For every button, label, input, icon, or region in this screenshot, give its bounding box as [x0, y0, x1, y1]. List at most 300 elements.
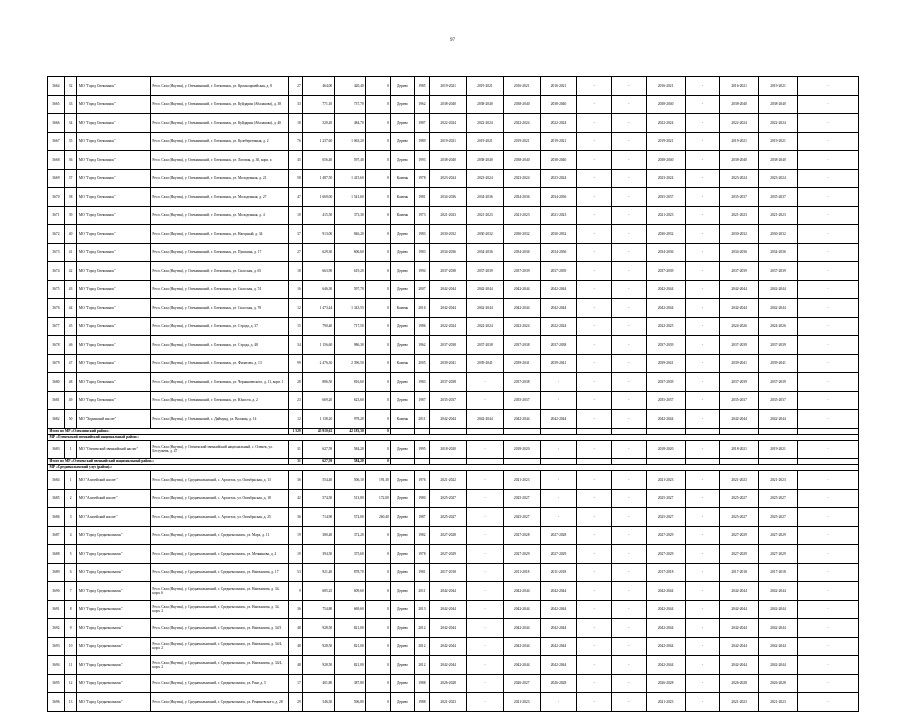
cell-item-number: 32	[64, 77, 77, 96]
cell-period-2: 2042-2044	[467, 299, 504, 318]
cell-row-number: 3668	[48, 151, 65, 170]
cell-period-9: 2038-2040	[720, 151, 759, 170]
cell-address: Респ. Саха (Якутия), у. Среднеколымский, г. Среднеколымск, ул. Марх, д. 11	[150, 526, 288, 545]
table-row	[48, 77, 859, 96]
cell-period-9: 2026-2028	[720, 674, 759, 693]
cell-row-number: 3673	[48, 243, 65, 262]
cell-period-9: 2039-2041	[720, 354, 759, 373]
cell-living-area: 821,00	[334, 656, 366, 675]
cell-total-area: 1 156,60	[303, 336, 335, 355]
cell-living-area: 606,60	[334, 243, 366, 262]
cell-address: Респ. Саха (Якутия), у. Среднеколымский, г. Среднеколымск, ул. Ньюкилова, д. 34, корп. 2	[150, 600, 288, 619]
cell-period-11: -	[797, 582, 858, 601]
cell-period-8: -	[685, 545, 720, 564]
cell-period-1: 2027-2028	[430, 526, 467, 545]
cell-period-7: 2038-2040	[646, 95, 685, 114]
cell-item-number: 43	[64, 280, 77, 299]
cell-item-number: 42	[64, 262, 77, 281]
cell-period-3: 2042-2044	[503, 656, 540, 675]
cell-period-6: -	[612, 243, 647, 262]
cell-period-9: 2025-2027	[720, 508, 759, 527]
cell-item-number: 1	[64, 440, 77, 459]
cell-nonresidential-area: 0	[366, 526, 391, 545]
cell-row-number: 3688	[48, 545, 65, 564]
cell-living-area: 484,70	[334, 114, 366, 133]
cell-row-number: 3685	[48, 489, 65, 508]
cell-period-5: -	[577, 471, 612, 490]
table-row	[48, 299, 859, 318]
cell-period-8: -	[685, 471, 720, 490]
cell-period-4: -	[540, 471, 577, 490]
cell-period-11: -	[797, 637, 858, 656]
cell-municipality: МО "Город Среднеколымск"	[77, 545, 151, 564]
cell-period-9: 2042-2044	[720, 280, 759, 299]
cell-wall-material: Камень	[391, 299, 414, 318]
cell-period-2: 2019-2021	[467, 132, 504, 151]
cell-item-number: 38	[64, 188, 77, 207]
cell-period-5: -	[577, 373, 612, 392]
cell-row-number: 3671	[48, 206, 65, 225]
cell-municipality: МО "Алазейский наслег"	[77, 508, 151, 527]
cell-period-3: 2039-2041	[503, 354, 540, 373]
cell-total-area: 928,50	[303, 619, 335, 638]
cell-period-10: 2042-2044	[759, 582, 798, 601]
cell-item-number: 1	[64, 471, 77, 490]
cell-nonresidential-area: 0	[366, 373, 391, 392]
cell-period-5: -	[577, 280, 612, 299]
cell-period-6: -	[612, 373, 647, 392]
cell-period-7: 2042-2044	[646, 280, 685, 299]
cell-municipality: МО "Город Среднеколымск"	[77, 600, 151, 619]
cell-period-11: -	[797, 77, 858, 96]
cell-period-3: 2034-2036	[503, 188, 540, 207]
cell-row-number: 3694	[48, 656, 65, 675]
cell-living-area: 506,10	[334, 471, 366, 490]
cell-period-8: -	[685, 77, 720, 96]
cell-municipality: МО "Город Олекминск"	[77, 373, 151, 392]
cell-total-area: 1 669,00	[303, 188, 335, 207]
cell-period-6: -	[612, 169, 647, 188]
cell-year-built: 1983	[414, 373, 430, 392]
cell-item-number: 44	[64, 299, 77, 318]
cell-period-6: -	[612, 391, 647, 410]
cell-wall-material: Дерево	[391, 77, 414, 96]
cell-period-3: 2021-2023	[503, 693, 540, 712]
cell-period-4: 2034-2036	[540, 188, 577, 207]
cell-address: Респ. Саха (Якутия), у. Олекминский, г. Олекминск, ул. Строда, д. 48	[150, 336, 288, 355]
cell-address: Респ. Саха (Якутия), у. Олекминский, г. Олекминск, ул. Логовая, д. 30, корп. а	[150, 151, 288, 170]
cell-living-area: 717,50	[334, 317, 366, 336]
cell-period-7: 2042-2044	[646, 582, 685, 601]
cell-living-area: 737,70	[334, 95, 366, 114]
table-row	[48, 674, 859, 693]
total-living-area: 584,20	[334, 459, 366, 465]
cell-period-8: -	[685, 280, 720, 299]
cell-period-5: -	[577, 637, 612, 656]
cell-year-built: 2011	[414, 410, 430, 429]
cell-total-area: 928,50	[303, 656, 335, 675]
cell-total-area: 380,40	[303, 526, 335, 545]
cell-period-7: 2022-2024	[646, 114, 685, 133]
cell-total-area: 1 138,20	[303, 410, 335, 429]
cell-year-built: 1982	[414, 526, 430, 545]
cell-period-1: 2021-2023	[430, 206, 467, 225]
cell-address: Респ. Саха (Якутия), у. Олекминский, г. Олекминск, ул. Кулеберетиныя, д. 2	[150, 132, 288, 151]
cell-period-6: -	[612, 225, 647, 244]
cell-total-area: 754,80	[303, 600, 335, 619]
cell-period-6: -	[612, 262, 647, 281]
cell-period-8: -	[685, 317, 720, 336]
cell-period-3: 2025-2027	[503, 489, 540, 508]
cell-period-8: -	[685, 637, 720, 656]
cell-total-area: 554,40	[303, 471, 335, 490]
cell-period-6: -	[612, 299, 647, 318]
cell-residents: 9	[288, 582, 303, 601]
cell-period-1: 2019-2021	[430, 132, 467, 151]
cell-row-number: 3684	[48, 471, 65, 490]
cell-living-area: 986,30	[334, 336, 366, 355]
table-row	[48, 440, 859, 459]
cell-nonresidential-area: 0	[366, 693, 391, 712]
table-row	[48, 317, 859, 336]
cell-row-number: 3692	[48, 619, 65, 638]
cell-period-8: -	[685, 440, 720, 459]
cell-nonresidential-area: 0	[366, 440, 391, 459]
table-row	[48, 489, 859, 508]
cell-period-11: -	[797, 489, 858, 508]
cell-period-7: 2021-2023	[646, 471, 685, 490]
cell-period-3: 2038-2040	[503, 151, 540, 170]
cell-wall-material: Дерево	[391, 489, 414, 508]
cell-row-number: 3686	[48, 508, 65, 527]
cell-item-number: 35	[64, 132, 77, 151]
cell-nonresidential-area: 191,30	[366, 471, 391, 490]
housing-register-table	[47, 76, 859, 712]
cell-total-area: 913,00	[303, 225, 335, 244]
cell-period-4: 2042-2044	[540, 410, 577, 429]
cell-period-10: 2042-2044	[759, 410, 798, 429]
cell-period-3: 2034-2036	[503, 243, 540, 262]
cell-nonresidential-area: 0	[366, 114, 391, 133]
cell-row-number: 3689	[48, 563, 65, 582]
cell-period-7: 2021-2023	[646, 693, 685, 712]
section-title: МР «Среднеколымский улус (район)»:	[48, 465, 859, 471]
total-label: Итого по МР «Олекминский район»:	[48, 428, 289, 434]
cell-period-1: 2023-2024	[430, 169, 467, 188]
cell-period-1: 2022-2024	[430, 317, 467, 336]
cell-living-area: 623,60	[334, 391, 366, 410]
cell-period-3: 2042-2044	[503, 582, 540, 601]
cell-living-area: 821,00	[334, 619, 366, 638]
cell-address: Респ. Саха (Якутия), у. Среднеколымский, г. Среднеколымск, ул. Ньюкилова, д. 34, корп. 6	[150, 582, 288, 601]
cell-year-built: 2013	[414, 600, 430, 619]
cell-nonresidential-area: 0	[366, 151, 391, 170]
cell-period-4: 2037-2038	[540, 336, 577, 355]
cell-residents: 48	[288, 637, 303, 656]
cell-period-4: -	[540, 508, 577, 527]
cell-total-area: 928,50	[303, 637, 335, 656]
cell-period-10: 2021-2023	[759, 206, 798, 225]
cell-period-11: -	[797, 619, 858, 638]
cell-residents: 33	[288, 95, 303, 114]
cell-row-number: 3674	[48, 262, 65, 281]
cell-period-3: 2025-2027	[503, 508, 540, 527]
cell-year-built: 1980	[414, 489, 430, 508]
cell-period-8: -	[685, 582, 720, 601]
cell-period-7: 2026-2028	[646, 674, 685, 693]
cell-wall-material: Дерево	[391, 317, 414, 336]
cell-period-11: -	[797, 674, 858, 693]
cell-period-11: -	[797, 545, 858, 564]
cell-nonresidential-area: 0	[366, 317, 391, 336]
cell-period-4: -	[540, 391, 577, 410]
cell-address: Респ. Саха (Якутия), у. Оленекский эвенкийский национальный, с. Оленек, ул. Бестужева, д. 47	[150, 440, 288, 459]
cell-period-8: -	[685, 132, 720, 151]
table-row	[48, 600, 859, 619]
cell-period-8: -	[685, 354, 720, 373]
cell-period-11: -	[797, 600, 858, 619]
table-row	[48, 262, 859, 281]
cell-period-2: -	[467, 656, 504, 675]
cell-period-2: -	[467, 545, 504, 564]
cell-address: Респ. Саха (Якутия), у. Олекминский, г. Олекминск, ул. Спасская, д. 65	[150, 262, 288, 281]
cell-nonresidential-area: 0	[366, 582, 391, 601]
cell-period-4: 2042-2044	[540, 280, 577, 299]
cell-total-area: 546,30	[303, 693, 335, 712]
cell-living-area: 1 063,20	[334, 132, 366, 151]
total-residents: 1 529	[288, 428, 303, 434]
cell-period-9: 2035-2037	[720, 391, 759, 410]
cell-period-11: -	[797, 151, 858, 170]
cell-period-11: -	[797, 656, 858, 675]
cell-period-4: 2019-2021	[540, 132, 577, 151]
cell-period-9: 2018-2021	[720, 440, 759, 459]
cell-period-11: -	[797, 299, 858, 318]
cell-period-2: 2022-2024	[467, 317, 504, 336]
cell-period-5: -	[577, 693, 612, 712]
cell-item-number: 12	[64, 674, 77, 693]
cell-address: Респ. Саха (Якутия), у. Олекминский, г. Олекминск, ул. Спасская, д. 78	[150, 299, 288, 318]
cell-period-10: 2042-2044	[759, 637, 798, 656]
cell-item-number: 37	[64, 169, 77, 188]
cell-municipality: МО "Город Олекминск"	[77, 151, 151, 170]
cell-period-10: 2025-2027	[759, 489, 798, 508]
cell-period-7: 2035-2037	[646, 391, 685, 410]
cell-year-built: 1983	[414, 243, 430, 262]
table-row	[48, 114, 859, 133]
cell-period-1: 2038-2040	[430, 95, 467, 114]
cell-period-4: 2027-2028	[540, 526, 577, 545]
cell-period-7: 2035-2037	[646, 188, 685, 207]
cell-total-area: 771,10	[303, 95, 335, 114]
cell-period-2: 2039-2041	[467, 354, 504, 373]
cell-total-area: 629,30	[303, 243, 335, 262]
cell-row-number: 3678	[48, 336, 65, 355]
cell-item-number: 45	[64, 317, 77, 336]
cell-total-area: 1 487,50	[303, 169, 335, 188]
cell-period-2: 2038-2040	[467, 95, 504, 114]
cell-row-number: 3665	[48, 95, 65, 114]
cell-residents: 42	[288, 489, 303, 508]
cell-item-number: 4	[64, 526, 77, 545]
cell-period-10: 2027-2029	[759, 526, 798, 545]
cell-period-1: 2034-2036	[430, 243, 467, 262]
cell-period-1: 2034-2036	[430, 188, 467, 207]
cell-living-area: 372,20	[334, 526, 366, 545]
cell-nonresidential-area: 0	[366, 132, 391, 151]
cell-period-5: -	[577, 489, 612, 508]
cell-period-3: 2042-2044	[503, 637, 540, 656]
cell-year-built: 1987	[414, 508, 430, 527]
table-row	[48, 373, 859, 392]
cell-period-5: -	[577, 151, 612, 170]
cell-period-6: -	[612, 280, 647, 299]
cell-nonresidential-area: 0	[366, 354, 391, 373]
cell-living-area: 597,40	[334, 151, 366, 170]
cell-period-8: -	[685, 95, 720, 114]
cell-period-5: -	[577, 114, 612, 133]
cell-period-3: 2042-2044	[503, 619, 540, 638]
cell-municipality: МО "Город Среднеколымск"	[77, 693, 151, 712]
cell-period-3: 2022-2024	[503, 114, 540, 133]
cell-address: Респ. Саха (Якутия), у. Среднеколымский, г. Среднеколымск, ул. Ньюкилова, д. 34/4, корп. 2	[150, 656, 288, 675]
cell-period-11: -	[797, 280, 858, 299]
cell-row-number: 3687	[48, 526, 65, 545]
cell-period-3: 2030-2032	[503, 225, 540, 244]
cell-residents: 45	[288, 151, 303, 170]
cell-period-2: 2023-2024	[467, 169, 504, 188]
cell-municipality: МО "Город Среднеколымск"	[77, 674, 151, 693]
cell-total-area: 2 476,30	[303, 354, 335, 373]
cell-municipality: МО "Город Олекминск"	[77, 299, 151, 318]
cell-period-7: 2027-2029	[646, 526, 685, 545]
cell-period-4: 2027-2029	[540, 545, 577, 564]
cell-period-1: 2037-2038	[430, 336, 467, 355]
cell-period-6: -	[612, 526, 647, 545]
cell-period-7: 2042-2044	[646, 410, 685, 429]
cell-address: Респ. Саха (Якутия), у. Олекминский, г. Олекминск, ул. Юности, д. 2	[150, 391, 288, 410]
cell-period-10: 2026-2028	[759, 674, 798, 693]
cell-wall-material: Дерево	[391, 391, 414, 410]
cell-total-area: 886,50	[303, 373, 335, 392]
cell-period-2: 2021-2023	[467, 206, 504, 225]
cell-period-8: -	[685, 169, 720, 188]
cell-living-area: 816,60	[334, 373, 366, 392]
cell-nonresidential-area: 0	[366, 188, 391, 207]
cell-residents: 48	[288, 619, 303, 638]
cell-period-9: 2021-2023	[720, 206, 759, 225]
cell-nonresidential-area: 260,40	[366, 508, 391, 527]
cell-period-10: 2023-2024	[759, 169, 798, 188]
cell-period-4: 2038-2040	[540, 95, 577, 114]
cell-year-built: 1983	[414, 225, 430, 244]
cell-municipality: МО "Город Среднеколымск"	[77, 526, 151, 545]
cell-item-number: 11	[64, 656, 77, 675]
cell-period-1: 2042-2044	[430, 637, 467, 656]
cell-period-6: -	[612, 674, 647, 693]
cell-address: Респ. Саха (Якутия), у. Олекминский, г. Олекминск, ул. Спасская, д. 74	[150, 280, 288, 299]
cell-period-7: 2042-2044	[646, 299, 685, 318]
cell-residents: 53	[288, 563, 303, 582]
cell-period-1: 2037-2038	[430, 262, 467, 281]
cell-address: Респ. Саха (Якутия), у. Олекминский, г. Олекминск, ул. Молодежная, д. 27	[150, 188, 288, 207]
cell-period-3: 2027-2029	[503, 545, 540, 564]
cell-total-area: 656,40	[303, 151, 335, 170]
cell-row-number: 3690	[48, 582, 65, 601]
cell-period-3: 2026-2027	[503, 674, 540, 693]
cell-period-4: 2034-2036	[540, 243, 577, 262]
cell-period-8: -	[685, 563, 720, 582]
cell-total-area: 790,40	[303, 317, 335, 336]
cell-residents: 28	[288, 373, 303, 392]
cell-year-built: 2012	[414, 619, 430, 638]
cell-period-9: 2035-2037	[720, 188, 759, 207]
cell-living-area: 669,60	[334, 600, 366, 619]
cell-period-1: 2025-2027	[430, 489, 467, 508]
cell-period-9: 2023-2024	[720, 169, 759, 188]
table-row	[48, 280, 859, 299]
cell-item-number: 6	[64, 563, 77, 582]
cell-period-8: -	[685, 526, 720, 545]
cell-period-11: -	[797, 410, 858, 429]
cell-period-10: 2037-2039	[759, 336, 798, 355]
cell-item-number: 33	[64, 95, 77, 114]
cell-period-10: 2042-2044	[759, 299, 798, 318]
cell-period-6: -	[612, 354, 647, 373]
cell-residents: 19	[288, 545, 303, 564]
cell-wall-material: Дерево	[391, 545, 414, 564]
cell-period-8: -	[685, 489, 720, 508]
cell-wall-material: Дерево	[391, 151, 414, 170]
cell-period-3: 2038-2040	[503, 95, 540, 114]
cell-period-5: -	[577, 619, 612, 638]
cell-period-9: 2025-2027	[720, 489, 759, 508]
cell-period-4: 2042-2044	[540, 299, 577, 318]
cell-period-6: -	[612, 637, 647, 656]
cell-period-4: -	[540, 489, 577, 508]
cell-period-3: 2022-2024	[503, 317, 540, 336]
cell-period-3: 2035-2037	[503, 391, 540, 410]
cell-total-area: 401,80	[303, 674, 335, 693]
cell-period-2: -	[467, 391, 504, 410]
total-label: Итого по МР «Оленекский эвенкийский национальный район»:	[48, 459, 289, 465]
cell-residents: 36	[288, 508, 303, 527]
cell-period-11: -	[797, 95, 858, 114]
cell-period-8: -	[685, 410, 720, 429]
cell-municipality: МО "Алазейский наслег"	[77, 489, 151, 508]
cell-period-11: -	[797, 508, 858, 527]
cell-period-8: -	[685, 225, 720, 244]
table-row	[48, 243, 859, 262]
cell-living-area: 978,20	[334, 410, 366, 429]
cell-residents: 19	[288, 526, 303, 545]
cell-wall-material: Дерево	[391, 114, 414, 133]
cell-municipality: МО "Город Среднеколымск"	[77, 563, 151, 582]
cell-residents: 76	[288, 132, 303, 151]
cell-period-1: 2042-2044	[430, 600, 467, 619]
table-row	[48, 188, 859, 207]
cell-nonresidential-area: 0	[366, 410, 391, 429]
cell-item-number: 3	[64, 508, 77, 527]
cell-living-area: 821,00	[334, 637, 366, 656]
cell-wall-material: Камень	[391, 410, 414, 429]
cell-year-built: 2007	[414, 280, 430, 299]
cell-period-10: 2021-2023	[759, 471, 798, 490]
cell-period-10: 2034-2036	[759, 243, 798, 262]
cell-period-10: 2017-2018	[759, 563, 798, 582]
cell-nonresidential-area: 0	[366, 77, 391, 96]
cell-year-built: 2005	[414, 354, 430, 373]
